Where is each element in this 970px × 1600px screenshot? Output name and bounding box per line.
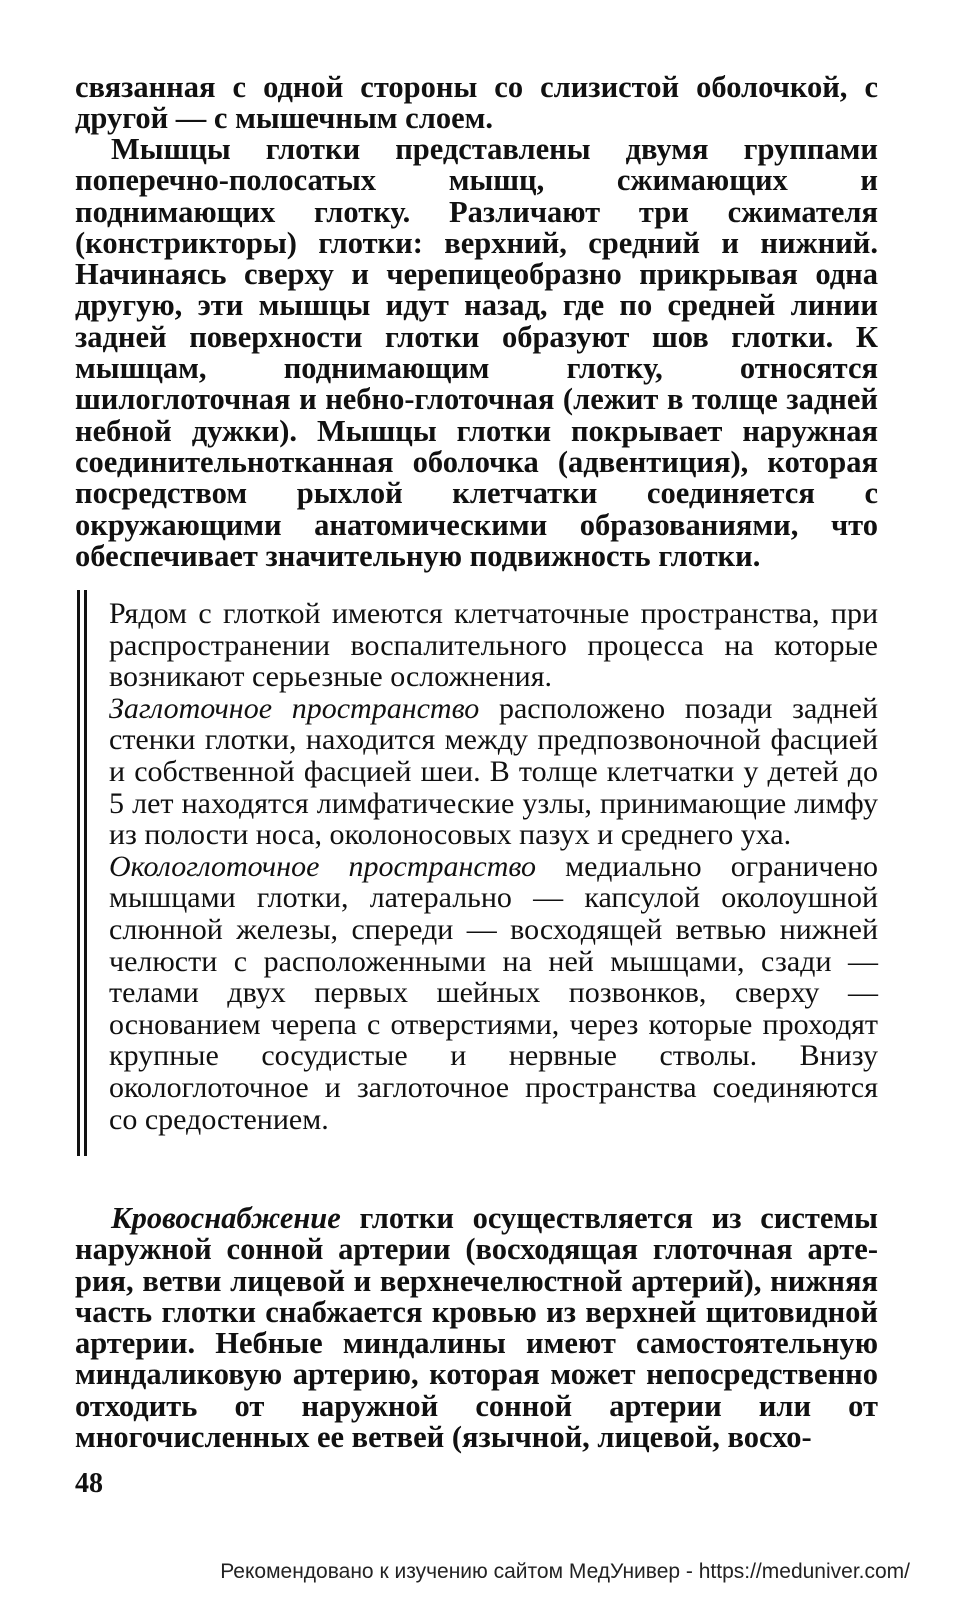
term-parapharyngeal-space: Окологлоточное пространство	[109, 849, 537, 883]
note-parapharyngeal	[109, 851, 878, 1135]
paragraph-text: Мышцы глотки представлены двумя группами поперечно-полосатых мышц, сжимающих и поднимающих глотку. Различают три сжимателя (констрикторы) глотки: верхний, средний и нижний. Начинаясь сверху и черепицеобразно прикрывая одна другую, эти мышцы идут назад, где по средней линии задней поверхности глотки образуют шов глотки. К мышцам, поднимающим глотку, относятся шилоглоточная и небно-глоточная (лежит в толще задней небной дужки). Мышцы глотки покрывает наружная соединительнотканная оболочка (адвентиция), которая посредством рыхлой клетчатки соединяется с окружающими анатомическими образованиями, что обеспечивает значительную подвижность глотки.	[75, 132, 878, 573]
term-retropharyngeal-space: Заглоточное пространство	[109, 691, 480, 725]
vertical-rule	[77, 590, 80, 1156]
retropharyngeal-description: расположено позади задней стенки глотки, находится между предпозвоночной фасцией и собственной фасцией шеи. В толще клетчатки у детей до 5 лет находятся лимфатические узлы, принимающие лимфу из полости носа, околоносовых пазух и среднего уха.	[109, 691, 879, 852]
note-retropharyngeal	[109, 693, 878, 851]
term-blood-supply: Кровоснабжение	[111, 1201, 341, 1235]
blood-supply-description: глотки осуществляется из системы наружной сонной артерии (восходящая глоточная артерия, ветви лицевой и верхнечелюстной артерий), нижняя часть глотки снабжается кровью из верхней щитовидной артерии. Небные миндалины имеют самостоятельную миндаликовую артерию, которая может непосредственно отходить от наружной сонной артерии или от многочисленных ее ветвей (язычной, лицевой, восхо-	[75, 1201, 878, 1455]
paragraph-continuation	[75, 72, 878, 135]
footer-text: Рекомендовано к изучению сайтом МедУнивер -	[220, 1560, 699, 1583]
sidebar-note-text	[109, 598, 878, 1135]
parapharyngeal-description: медиально ограничено мышцами глотки, латерально — капсулой околоушной слюнной железы, спереди — восходящей ветвью нижней челюсти с расположенными на ней мышцами, сзади — телами двух первых шейных позвонков, сверху — основанием черепа с отверстиями, через которые проходят крупные сосудистые и нервные стволы. Внизу окологлоточное и заглоточное пространства соединяются со средостением.	[109, 849, 878, 1136]
vertical-rule	[84, 590, 87, 1156]
note-intro: Рядом с глоткой имеются клетчаточные пространства, при распространении воспалительного процесса на которые возникают серьезные осложнения.	[109, 597, 878, 694]
footer-watermark	[0, 1560, 970, 1584]
page-number: 48	[75, 1468, 103, 1499]
paragraph-pharynx-muscles	[75, 134, 878, 572]
footer-link[interactable]: https://meduniver.com/	[698, 1560, 910, 1583]
sidebar-note-box	[75, 590, 878, 1156]
paragraph-text: связанная с одной стороны со слизистой оболочкой, с другой — с мышечным слоем.	[75, 70, 878, 136]
paragraph-text	[75, 1203, 878, 1453]
paragraph-blood-supply	[75, 1203, 878, 1453]
